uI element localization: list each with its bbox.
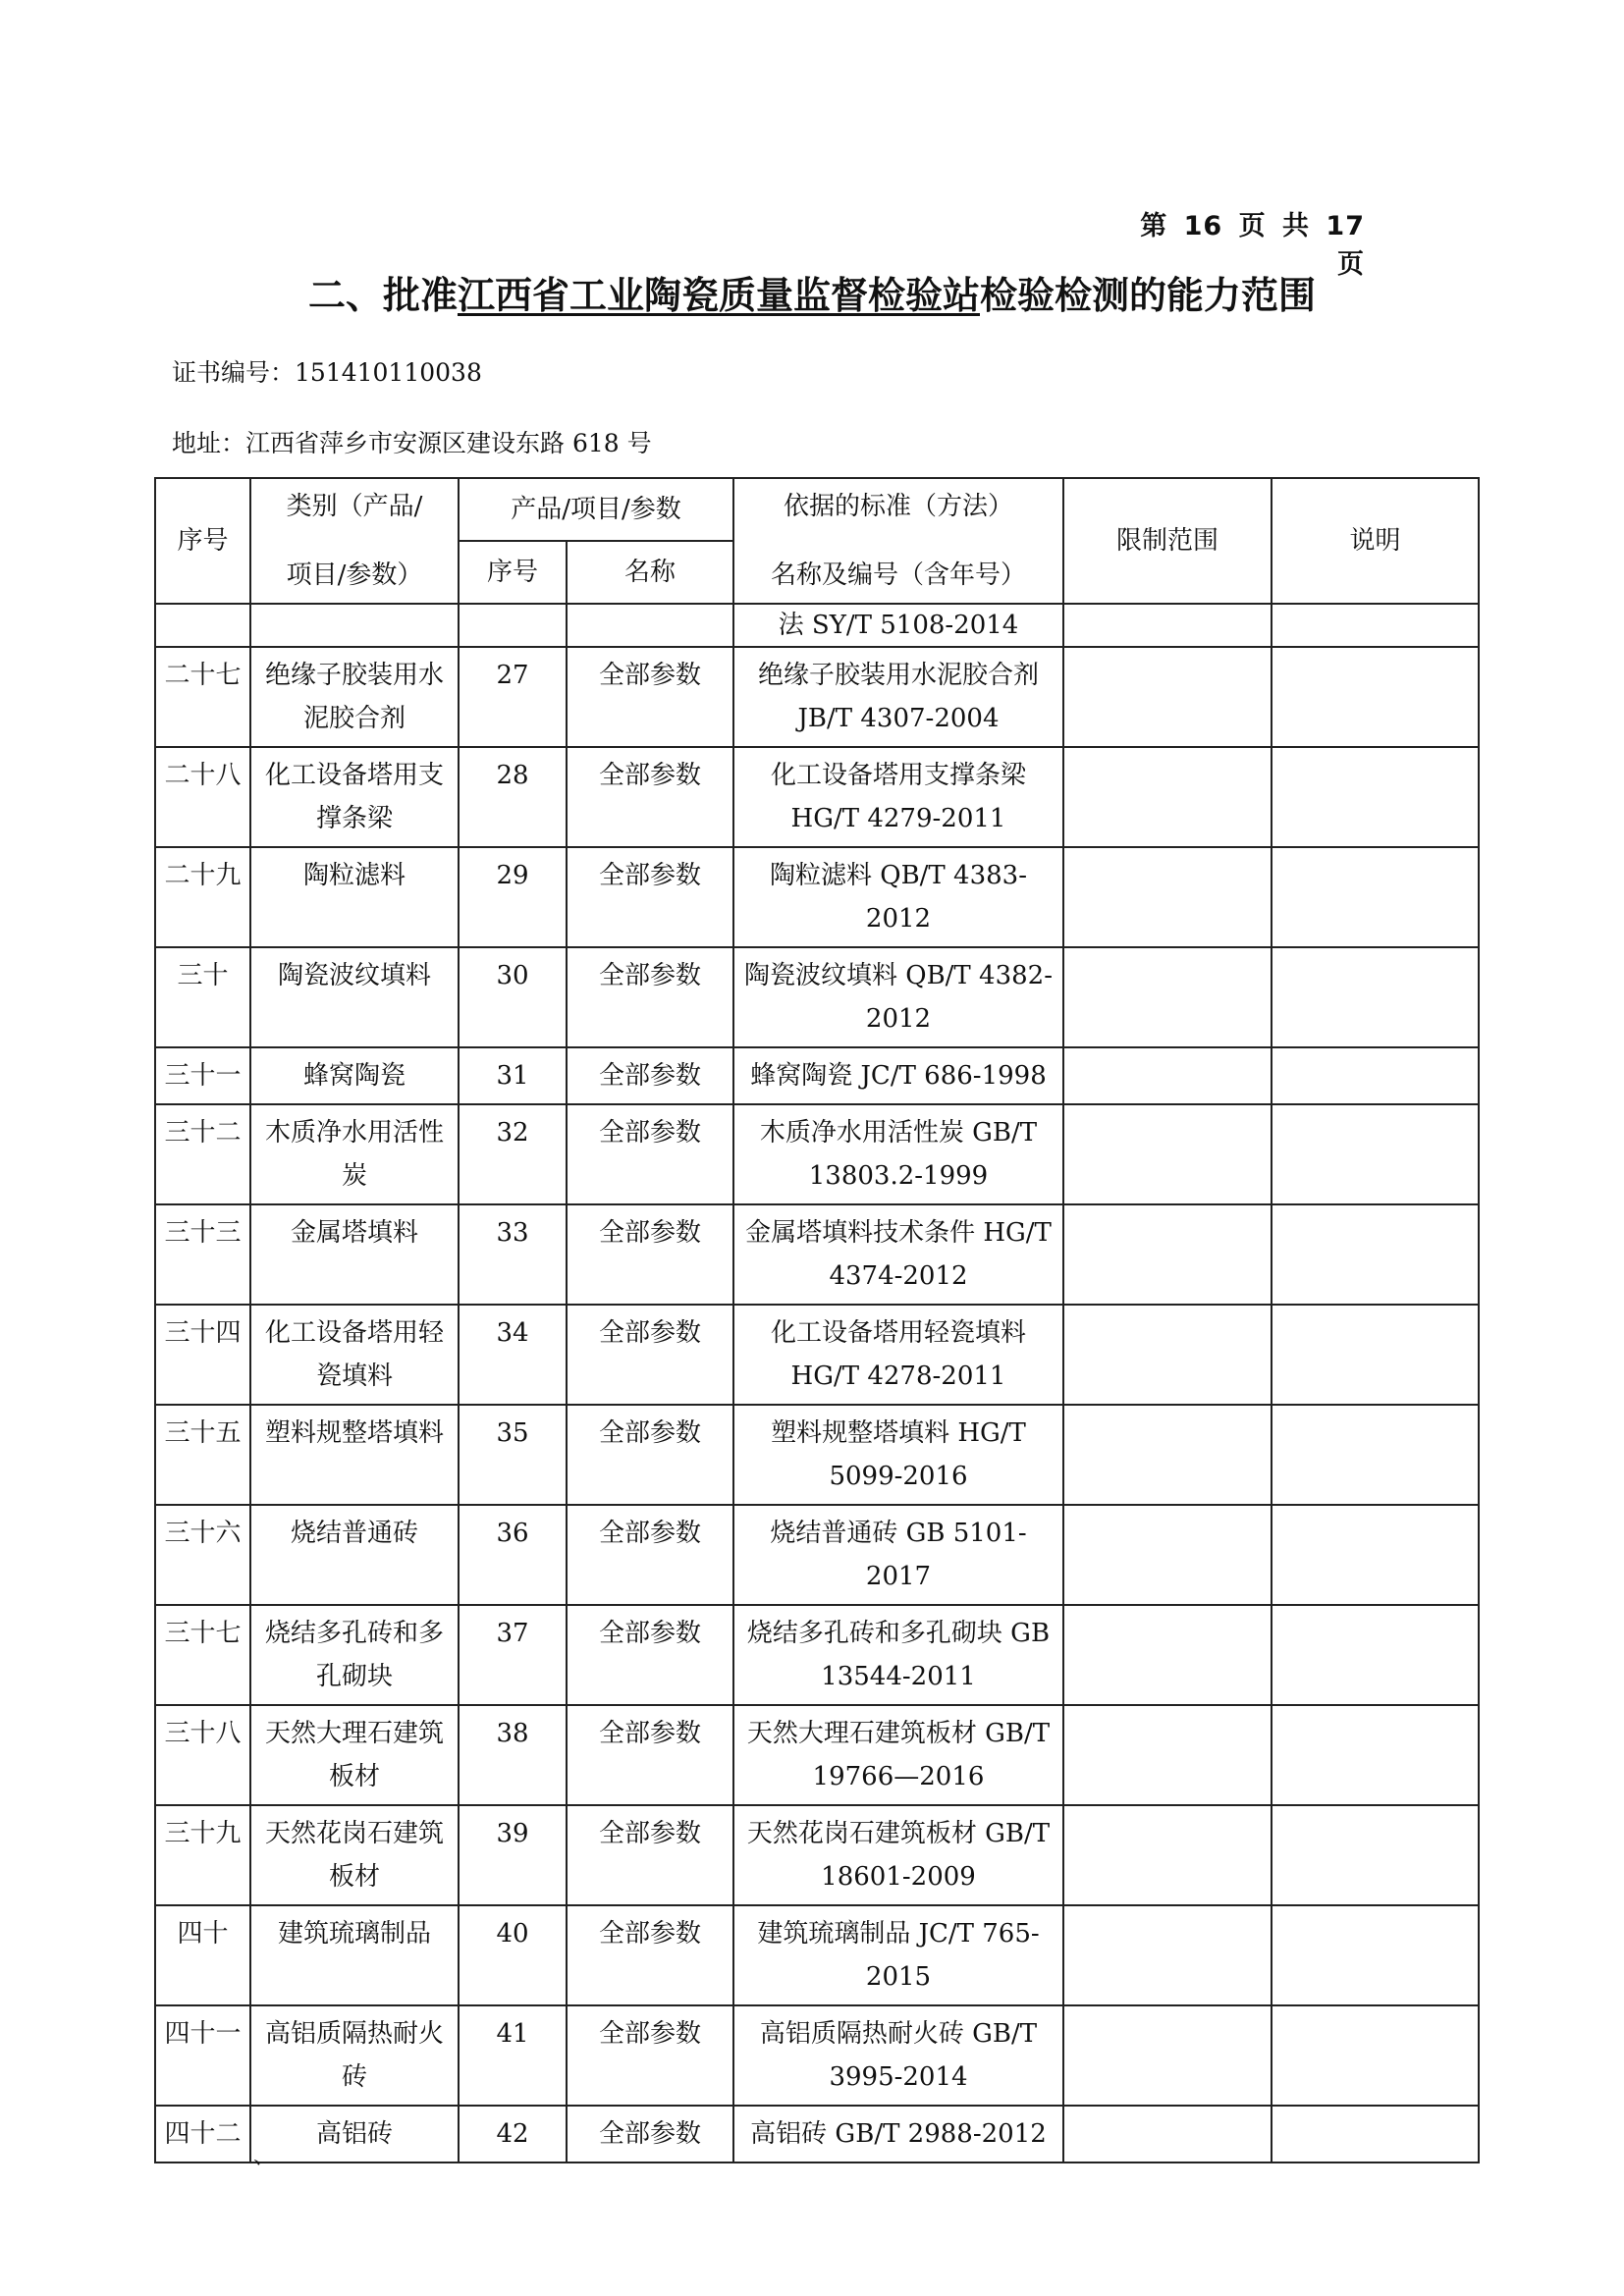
cell-limit <box>1063 847 1272 947</box>
cell-num: 37 <box>459 1605 567 1705</box>
page-number: 第 16 页 共 17 页 <box>1140 211 1365 280</box>
cell-note <box>1272 1605 1479 1705</box>
cell-category: 塑料规整塔填料 <box>250 1405 459 1505</box>
table-row <box>155 1305 1479 1405</box>
cell-limit <box>1063 1905 1272 2005</box>
cell-category: 化工设备塔用支撑条梁 <box>250 747 459 847</box>
table-row <box>155 1104 1479 1204</box>
cell-category: 绝缘子胶装用水泥胶合剂 <box>250 647 459 747</box>
cell-limit <box>1063 604 1272 647</box>
header-row-1 <box>155 478 1479 541</box>
header-standard <box>733 478 1063 604</box>
header-category-line1: 类别（产品/ <box>286 492 423 521</box>
cell-limit <box>1063 1605 1272 1705</box>
cell-num: 31 <box>459 1047 567 1104</box>
cell-seq <box>155 604 250 647</box>
cell-standard: 陶粒滤料 QB/T 4383-2012 <box>733 847 1063 947</box>
cell-seq: 四十二 <box>155 2106 250 2163</box>
cell-limit <box>1063 1204 1272 1305</box>
cell-standard: 天然花岗石建筑板材 GB/T 18601-2009 <box>733 1805 1063 1905</box>
cell-standard: 陶瓷波纹填料 QB/T 4382-2012 <box>733 947 1063 1047</box>
cell-name: 全部参数 <box>567 2005 733 2106</box>
cell-limit <box>1063 2106 1272 2163</box>
cell-seq: 二十九 <box>155 847 250 947</box>
cell-note <box>1272 1805 1479 1905</box>
cell-category: 陶瓷波纹填料 <box>250 947 459 1047</box>
table-row-continued <box>155 604 1479 647</box>
table-row <box>155 1405 1479 1505</box>
title-prefix: 二、批准 <box>307 274 458 317</box>
header-product-group: 产品/项目/参数 <box>459 478 733 541</box>
cell-standard: 绝缘子胶装用水泥胶合剂 JB/T 4307-2004 <box>733 647 1063 747</box>
cell-note <box>1272 2106 1479 2163</box>
cell-seq: 三十九 <box>155 1805 250 1905</box>
cell-note <box>1272 1305 1479 1405</box>
table-row <box>155 1505 1479 1605</box>
cell-note <box>1272 1204 1479 1305</box>
cell-limit <box>1063 2005 1272 2106</box>
cell-name: 全部参数 <box>567 1805 733 1905</box>
cell-name: 全部参数 <box>567 747 733 847</box>
table-row <box>155 1204 1479 1305</box>
cell-name: 全部参数 <box>567 1705 733 1805</box>
cell-name: 全部参数 <box>567 647 733 747</box>
cell-seq: 四十一 <box>155 2005 250 2106</box>
cell-category: 化工设备塔用轻瓷填料 <box>250 1305 459 1405</box>
certificate-number: 证书编号：151410110038 <box>172 358 482 387</box>
cell-standard: 高铝质隔热耐火砖 GB/T 3995-2014 <box>733 2005 1063 2106</box>
cell-seq: 三十二 <box>155 1104 250 1204</box>
cell-limit <box>1063 1805 1272 1905</box>
cell-category: 陶粒滤料 <box>250 847 459 947</box>
cell-limit <box>1063 647 1272 747</box>
cell-seq: 三十 <box>155 947 250 1047</box>
cell-standard: 法 SY/T 5108-2014 <box>733 604 1063 647</box>
cell-limit <box>1063 1405 1272 1505</box>
cell-name <box>567 604 733 647</box>
cell-category: 高铝砖 <box>250 2106 459 2163</box>
cell-note <box>1272 1705 1479 1805</box>
page-title <box>147 265 1477 319</box>
capability-table <box>154 477 1480 2163</box>
cell-note <box>1272 1047 1479 1104</box>
cell-limit <box>1063 1705 1272 1805</box>
cell-num: 39 <box>459 1805 567 1905</box>
cell-note <box>1272 604 1479 647</box>
cell-category: 天然花岗石建筑板材 <box>250 1805 459 1905</box>
cell-standard: 蜂窝陶瓷 JC/T 686-1998 <box>733 1047 1063 1104</box>
cell-category: 建筑琉璃制品 <box>250 1905 459 2005</box>
cell-category <box>250 604 459 647</box>
cell-num: 42 <box>459 2106 567 2163</box>
cell-standard: 天然大理石建筑板材 GB/T 19766—2016 <box>733 1705 1063 1805</box>
cell-name: 全部参数 <box>567 1505 733 1605</box>
cell-category: 高铝质隔热耐火砖 <box>250 2005 459 2106</box>
cell-note <box>1272 747 1479 847</box>
cell-category: 金属塔填料 <box>250 1204 459 1305</box>
cell-num: 29 <box>459 847 567 947</box>
header-standard-line2: 名称及编号（含年号） <box>770 561 1026 590</box>
cell-standard: 烧结多孔砖和多孔砌块 GB 13544-2011 <box>733 1605 1063 1705</box>
cell-num: 28 <box>459 747 567 847</box>
cell-name: 全部参数 <box>567 1405 733 1505</box>
cell-num: 38 <box>459 1705 567 1805</box>
cell-limit <box>1063 1505 1272 1605</box>
cell-name: 全部参数 <box>567 1047 733 1104</box>
table-row <box>155 847 1479 947</box>
cell-seq: 三十六 <box>155 1505 250 1605</box>
cell-standard: 塑料规整塔填料 HG/T 5099-2016 <box>733 1405 1063 1505</box>
cell-limit <box>1063 747 1272 847</box>
cell-name: 全部参数 <box>567 1605 733 1705</box>
title-organization: 江西省工业陶瓷质量监督检验站 <box>457 274 980 317</box>
cell-num: 34 <box>459 1305 567 1405</box>
cell-num: 30 <box>459 947 567 1047</box>
cell-note <box>1272 1505 1479 1605</box>
title-suffix: 检验检测的能力范围 <box>980 274 1317 317</box>
header-seq: 序号 <box>155 478 250 604</box>
table-row <box>155 1805 1479 1905</box>
cell-standard: 建筑琉璃制品 JC/T 765-2015 <box>733 1905 1063 2005</box>
table-row <box>155 1605 1479 1705</box>
cell-num: 40 <box>459 1905 567 2005</box>
cell-limit <box>1063 1305 1272 1405</box>
cell-name: 全部参数 <box>567 1905 733 2005</box>
cell-seq: 二十八 <box>155 747 250 847</box>
cell-limit <box>1063 1047 1272 1104</box>
cell-note <box>1272 2005 1479 2106</box>
header-product-seq: 序号 <box>459 541 567 604</box>
header-note: 说明 <box>1272 478 1479 604</box>
header-product-name: 名称 <box>567 541 733 604</box>
stray-mark: 、 <box>253 2145 276 2169</box>
cell-standard: 高铝砖 GB/T 2988-2012 <box>733 2106 1063 2163</box>
table-row <box>155 647 1479 747</box>
cell-seq: 二十七 <box>155 647 250 747</box>
cell-note <box>1272 1905 1479 2005</box>
cell-num: 35 <box>459 1405 567 1505</box>
table-row <box>155 947 1479 1047</box>
cell-standard: 烧结普通砖 GB 5101-2017 <box>733 1505 1063 1605</box>
cell-standard: 化工设备塔用轻瓷填料 HG/T 4278-2011 <box>733 1305 1063 1405</box>
cell-category: 烧结多孔砖和多孔砌块 <box>250 1605 459 1705</box>
cell-name: 全部参数 <box>567 847 733 947</box>
cell-limit <box>1063 1104 1272 1204</box>
cell-note <box>1272 1405 1479 1505</box>
cell-seq: 三十四 <box>155 1305 250 1405</box>
cell-standard: 化工设备塔用支撑条梁 HG/T 4279-2011 <box>733 747 1063 847</box>
cell-num: 32 <box>459 1104 567 1204</box>
cell-name: 全部参数 <box>567 1204 733 1305</box>
cell-name: 全部参数 <box>567 2106 733 2163</box>
cell-standard: 金属塔填料技术条件 HG/T 4374-2012 <box>733 1204 1063 1305</box>
cell-limit <box>1063 947 1272 1047</box>
table-row <box>155 1905 1479 2005</box>
cell-name: 全部参数 <box>567 947 733 1047</box>
address: 地址：江西省萍乡市安源区建设东路 618 号 <box>172 429 652 457</box>
cell-num: 33 <box>459 1204 567 1305</box>
cell-note <box>1272 1104 1479 1204</box>
cell-num: 27 <box>459 647 567 747</box>
cell-seq: 四十 <box>155 1905 250 2005</box>
cell-seq: 三十五 <box>155 1405 250 1505</box>
cell-note <box>1272 947 1479 1047</box>
cell-seq: 三十七 <box>155 1605 250 1705</box>
header-standard-line1: 依据的标准（方法） <box>783 492 1013 521</box>
table-row <box>155 2106 1479 2163</box>
cell-category: 天然大理石建筑板材 <box>250 1705 459 1805</box>
cell-category: 蜂窝陶瓷 <box>250 1047 459 1104</box>
header-limit: 限制范围 <box>1063 478 1272 604</box>
cell-note <box>1272 647 1479 747</box>
cell-num: 36 <box>459 1505 567 1605</box>
cell-category: 烧结普通砖 <box>250 1505 459 1605</box>
cell-seq: 三十八 <box>155 1705 250 1805</box>
table-row <box>155 1705 1479 1805</box>
cell-name: 全部参数 <box>567 1305 733 1405</box>
table-row <box>155 2005 1479 2106</box>
cell-name: 全部参数 <box>567 1104 733 1204</box>
cell-note <box>1272 847 1479 947</box>
cell-standard: 木质净水用活性炭 GB/T 13803.2-1999 <box>733 1104 1063 1204</box>
header-category-line2: 项目/参数） <box>286 561 423 590</box>
cell-num: 41 <box>459 2005 567 2106</box>
table-row <box>155 747 1479 847</box>
cell-num <box>459 604 567 647</box>
cell-seq: 三十一 <box>155 1047 250 1104</box>
header-category <box>250 478 459 604</box>
cell-seq: 三十三 <box>155 1204 250 1305</box>
table-row <box>155 1047 1479 1104</box>
cell-category: 木质净水用活性炭 <box>250 1104 459 1204</box>
